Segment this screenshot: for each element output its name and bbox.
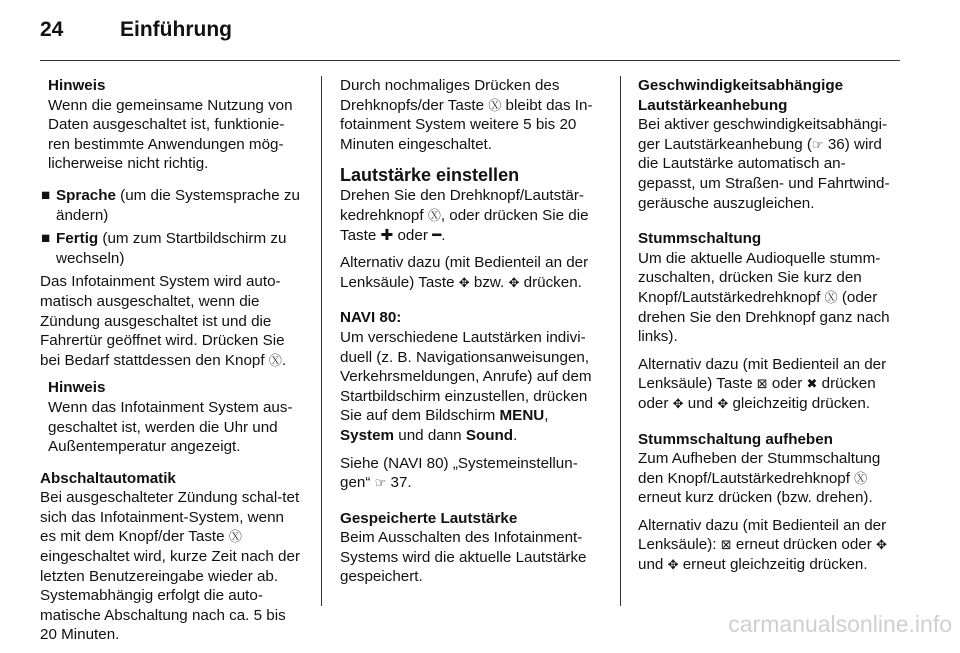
paragraph	[340, 509, 606, 587]
paragraph-text: Um die aktuelle Audioquelle stumm-zuschalten, drücken Sie kurz den Knopf/Lautstärkedrehknopf	[638, 249, 881, 306]
subheading: Stummschaltung aufheben	[638, 430, 833, 448]
page-reference: 36	[827, 135, 845, 153]
paragraph-text: und	[638, 556, 668, 574]
header-rule	[40, 60, 900, 61]
paragraph-text: Drehen Sie den Drehknopf/Lautstär-kedrehknopf	[340, 187, 584, 224]
section-heading: Lautstärke einstellen	[340, 165, 520, 186]
bullet-keyword: Sprache	[56, 186, 116, 204]
paragraph	[638, 430, 902, 508]
note-text: Wenn das Infotainment System aus-geschaltet ist, werden die Uhr und Außentemperatur angezeigt.	[48, 398, 293, 456]
paragraph-text: Beim Ausschalten des Infotainment-Systems wird die aktuelle Lautstärke gespeichert.	[340, 529, 587, 586]
paragraph-text: oder	[393, 226, 433, 244]
volume-up-icon: ✥	[458, 274, 470, 290]
subheading: Abschaltautomatik	[40, 469, 176, 487]
paragraph-text: Zum Aufheben der Stummschaltung den Knopf/Lautstärkedrehknopf	[638, 450, 881, 487]
column-divider-1	[321, 76, 322, 606]
column-3	[638, 76, 902, 583]
system-label: System	[340, 426, 395, 444]
paragraph-text: gleichzeitig drücken.	[728, 394, 871, 412]
page-ref-icon: ☞	[811, 136, 824, 152]
page-reference: 37	[390, 474, 408, 492]
paragraph-text: Alternativ dazu (mit Bedienteil an der Lenksäule):	[638, 516, 887, 554]
page-ref-icon: ☞	[374, 475, 387, 491]
volume-down-icon: ✥	[667, 557, 679, 573]
knob-icon: Ⓧ	[488, 97, 502, 113]
volume-up-icon: ✥	[876, 537, 887, 553]
paragraph-text: Durch nochmaliges Drücken des Drehknopfs/der Taste	[340, 77, 560, 114]
column-1	[40, 76, 304, 653]
paragraph-text: oder	[767, 375, 807, 393]
paragraph-text: ) wird die Lautstärke automatisch an-gepasst, um Straßen- und Fahrtwind-geräusche auszugleichen.	[638, 135, 890, 212]
paragraph: Das Infotainment System wird auto-matisch ausgeschaltet, wenn die Zündung ausgeschaltet ist und die Fahrertür geöffnet wird. Drücken Sie bei Bedarf stattdessen den Knopf Ⓧ.	[40, 273, 287, 369]
plus-icon: ✚	[380, 226, 394, 244]
page-header	[40, 18, 900, 42]
subheading: Stummschaltung	[638, 230, 762, 248]
subheading: Gespeicherte Lautstärke	[340, 509, 518, 527]
paragraph-text: , oder drücken Sie die Taste	[340, 206, 589, 244]
paragraph-text: und dann	[394, 426, 466, 444]
paragraph	[40, 469, 304, 645]
paragraph-text: bleibt das In-fotainment System weitere 5 bis 20 Minuten eingeschaltet.	[340, 96, 593, 153]
paragraph: Drehen Sie den Drehknopf/Lautstär-kedrehknopf Ⓧ, oder drücken Sie die Taste ✚ oder ━.	[340, 187, 589, 244]
knob-icon: Ⓧ	[854, 470, 868, 486]
subheading: Geschwindigkeitsabhängige Lautstärkeanhebung	[638, 77, 844, 114]
paragraph	[340, 76, 606, 154]
paragraph-text: drücken.	[519, 273, 582, 291]
paragraph	[638, 516, 902, 575]
volume-down-icon: ✥	[508, 274, 520, 290]
menu-label: MENU	[499, 407, 545, 425]
paragraph-text: erneut kurz drücken (bzw. drehen).	[638, 489, 873, 507]
note-title: Hinweis	[48, 77, 106, 94]
note-box	[40, 378, 304, 456]
knob-icon: Ⓧ	[228, 529, 242, 545]
page-number: 24	[40, 18, 64, 41]
minus-icon: ━	[432, 226, 442, 244]
knob-icon: Ⓧ	[427, 207, 441, 223]
paragraph-text: (oder drehen Sie den Drehknopf ganz nach links).	[638, 288, 890, 346]
paragraph	[340, 253, 606, 292]
note-box	[40, 76, 304, 174]
paragraph-text: Alternativ dazu (mit Bedienteil an der Lenksäule) Taste	[340, 254, 589, 291]
paragraph-text: Das Infotainment System wird auto-matisch ausgeschaltet, wenn die Zündung ausgeschaltet ist und die Fahrertür geöffnet wird. Drücken Sie bei Bedarf stattdessen den Knopf	[40, 273, 285, 369]
volume-down-icon: ✥	[717, 395, 729, 411]
bullet-icon: ■	[41, 186, 51, 204]
paragraph-text: Um verschiedene Lautstärken indivi-duell (z. B. Navigationsanweisungen, Verkehrsmeldungen, Anrufe) auf dem Startbildschirm einzustellen, drücken Sie auf dem Bildschirm	[340, 328, 592, 425]
watermark: carmanualsonline.info	[728, 611, 952, 637]
mute-icon: ⊠	[720, 537, 732, 553]
paragraph-text: erneut drücken oder	[731, 536, 877, 554]
column-2	[340, 76, 606, 595]
paragraph-text: Bei ausgeschalteter Zündung schal-tet sich das Infotainment-System, wenn es mit dem Knopf/der Taste	[40, 489, 300, 546]
paragraph: NAVI 80: Um verschiedene Lautstärken indivi-duell (z. B. Navigationsanweisungen, Verkehrsmeldungen, Anrufe) auf dem Startbildschirm einzustellen, drücken Sie auf dem Bildschirm MENU, System und dann Sound.	[340, 308, 606, 445]
paragraph	[638, 355, 902, 414]
page-title: Einführung	[120, 18, 232, 41]
paragraph-text: bzw.	[469, 273, 509, 291]
unmute-icon: ✖	[806, 376, 818, 392]
paragraph-text: Alternativ dazu (mit Bedienteil an der Lenksäule) Taste	[638, 355, 887, 393]
paragraph-text: drücken oder	[638, 375, 876, 412]
bullet-item	[40, 229, 304, 268]
paragraph-text: erneut gleichzeitig drücken.	[678, 556, 868, 574]
bullet-text: (um die Systemsprache zu ändern)	[56, 186, 300, 224]
note-title: Hinweis	[48, 379, 106, 397]
paragraph	[638, 76, 902, 213]
knob-icon: Ⓧ	[824, 289, 838, 305]
paragraph: Siehe (NAVI 80) „Systemeinstellun-gen“ ☞ 37.	[340, 454, 578, 492]
volume-up-icon: ✥	[672, 395, 684, 411]
column-divider-2	[620, 76, 621, 606]
paragraph-text: und	[683, 394, 718, 412]
bullet-keyword: Fertig	[56, 230, 99, 248]
note-text: Wenn die gemeinsame Nutzung von Daten ausgeschaltet ist, funktionie-ren bestimmte Anwendungen mög-licherweise nicht richtig.	[48, 96, 293, 173]
sound-label: Sound	[465, 426, 514, 444]
knob-icon: Ⓧ	[268, 352, 282, 368]
mute-icon: ⊠	[756, 376, 768, 392]
paragraph-text: Siehe (NAVI 80) „Systemeinstellun-gen“	[340, 454, 578, 492]
paragraph-text: Bei aktiver geschwindigkeitsabhängi-ger Lautstärkeanhebung (	[638, 116, 888, 153]
bullet-icon: ■	[41, 230, 51, 248]
paragraph-text: eingeschaltet wird, kurze Zeit nach der letzten Benutzereingabe wieder ab. Systemabhängig erfolgt die auto-matische Abschaltung nach ca. 5 bis 20 Minuten.	[40, 548, 301, 644]
subheading: NAVI 80:	[340, 309, 402, 327]
bullet-text: (um zum Startbildschirm zu wechseln)	[56, 230, 287, 267]
bullet-item	[40, 186, 304, 225]
paragraph	[638, 229, 902, 347]
